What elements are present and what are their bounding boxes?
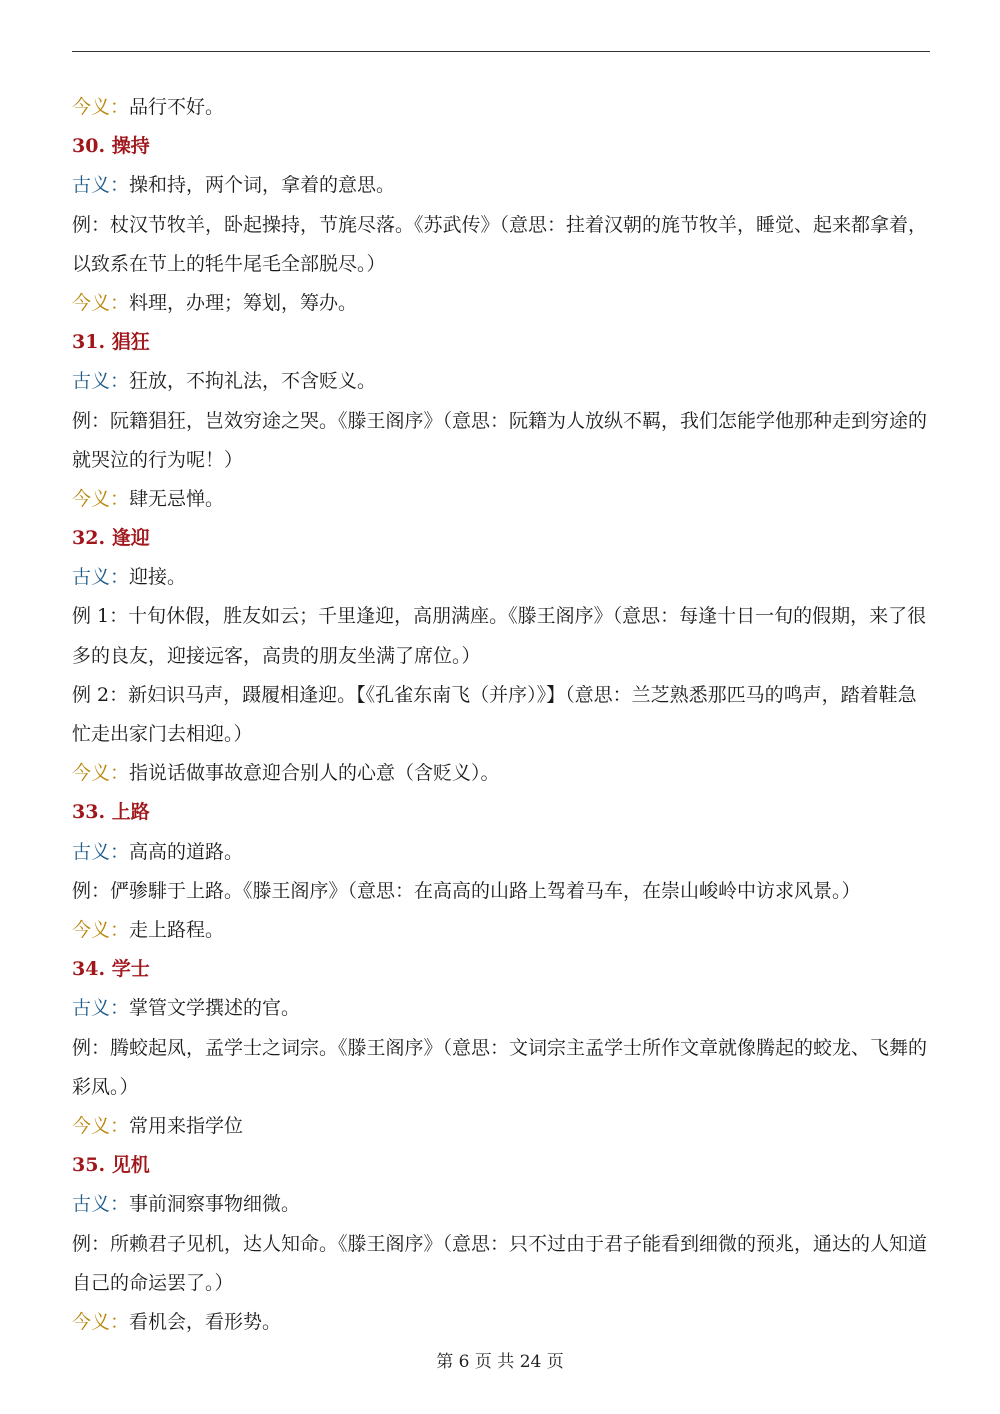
guyi-label: 古义： bbox=[72, 370, 130, 393]
example-text: 杖汉节牧羊，卧起操持，节旄尽落。《苏武传》（意思：拄着汉朝的旄节牧羊，睡觉、起来都拿着，以致系在节上的牦牛尾毛全部脱尽。） bbox=[72, 213, 928, 275]
jinyi-label: 今义： bbox=[72, 1114, 130, 1137]
example-text: 腾蛟起凤，孟学士之词宗。《滕王阁序》（意思：文词宗主孟学士所作文章就像腾起的蛟龙、飞舞的彩凤。） bbox=[72, 1036, 928, 1098]
entry-heading bbox=[72, 793, 930, 832]
jinyi-label: 今义： bbox=[72, 487, 130, 510]
example-line bbox=[72, 206, 930, 284]
entry-term: 操持 bbox=[111, 135, 150, 158]
example-line bbox=[72, 872, 930, 911]
entry-term: 上路 bbox=[111, 801, 150, 824]
jinyi-line bbox=[72, 88, 930, 127]
entry-term: 见机 bbox=[111, 1154, 150, 1177]
guyi-text: 迎接。 bbox=[129, 566, 187, 589]
jinyi-text: 指说话做事故意迎合别人的心意（含贬义）。 bbox=[129, 762, 500, 785]
entry-heading bbox=[72, 127, 930, 166]
guyi-text: 掌管文学撰述的官。 bbox=[129, 997, 301, 1020]
entry-number: 31. bbox=[72, 331, 106, 354]
guyi-label: 古义： bbox=[72, 997, 130, 1020]
jinyi-line bbox=[72, 1107, 930, 1146]
entry-term: 逢迎 bbox=[111, 527, 150, 550]
jinyi-label: 今义： bbox=[72, 762, 130, 785]
guyi-label: 古义： bbox=[72, 1193, 130, 1216]
jinyi-line bbox=[72, 754, 930, 793]
example-line bbox=[72, 402, 930, 480]
entry-heading bbox=[72, 519, 930, 558]
entry-number: 33. bbox=[72, 801, 106, 824]
guyi-line bbox=[72, 1185, 930, 1224]
guyi-text: 狂放，不拘礼法，不含贬义。 bbox=[129, 370, 377, 393]
entry-number: 30. bbox=[72, 135, 106, 158]
jinyi-label: 今义： bbox=[72, 96, 130, 118]
example-line bbox=[72, 676, 930, 754]
document-body bbox=[72, 88, 930, 1342]
jinyi-text: 常用来指学位 bbox=[129, 1114, 244, 1137]
example-line bbox=[72, 1029, 930, 1107]
example-text: 新妇识马声，蹑履相逢迎。【《孔雀东南飞（并序）》】（意思：兰芝熟悉那匹马的鸣声，踏着鞋急忙走出家门去相迎。） bbox=[72, 683, 917, 746]
guyi-line bbox=[72, 166, 930, 205]
entry-heading bbox=[72, 950, 930, 989]
jinyi-text: 肆无忌惮。 bbox=[129, 487, 225, 510]
example-text: 俨骖騑于上路。《滕王阁序》（意思：在高高的山路上驾着马车，在崇山峻岭中访求风景。） bbox=[110, 879, 861, 902]
example-label: 例 1： bbox=[72, 605, 129, 628]
jinyi-line bbox=[72, 911, 930, 950]
entry-heading bbox=[72, 323, 930, 362]
guyi-line bbox=[72, 362, 930, 401]
example-label: 例： bbox=[72, 879, 111, 902]
page-footer: 第 6 页 共 24 页 bbox=[436, 1352, 564, 1372]
entry-term: 学士 bbox=[111, 958, 150, 981]
entry-term: 猖狂 bbox=[111, 331, 150, 354]
guyi-text: 高高的道路。 bbox=[129, 840, 244, 863]
guyi-label: 古义： bbox=[72, 174, 130, 197]
jinyi-line bbox=[72, 284, 930, 323]
example-label: 例： bbox=[72, 213, 111, 236]
entry-number: 35. bbox=[72, 1154, 106, 1177]
entry-heading bbox=[72, 1146, 930, 1185]
jinyi-label: 今义： bbox=[72, 291, 130, 314]
jinyi-label: 今义： bbox=[72, 919, 130, 941]
jinyi-text: 走上路程。 bbox=[129, 919, 225, 941]
example-line bbox=[72, 597, 930, 675]
example-label: 例 2： bbox=[72, 683, 129, 706]
guyi-label: 古义： bbox=[72, 566, 130, 589]
entry-number: 32. bbox=[72, 527, 106, 550]
example-label: 例： bbox=[72, 1232, 111, 1255]
example-text: 十旬休假，胜友如云；千里逢迎，高朋满座。《滕王阁序》（意思：每逢十日一旬的假期，来了很多的良友，迎接远客，高贵的朋友坐满了席位。） bbox=[72, 605, 927, 667]
jinyi-text: 品行不好。 bbox=[129, 96, 225, 118]
example-label: 例： bbox=[72, 409, 111, 432]
example-line bbox=[72, 1225, 930, 1303]
guyi-line bbox=[72, 989, 930, 1028]
jinyi-line bbox=[72, 1303, 930, 1342]
example-text: 所赖君子见机，达人知命。《滕王阁序》（意思：只不过由于君子能看到细微的预兆，通达的人知道自己的命运罢了。） bbox=[72, 1232, 928, 1294]
jinyi-line bbox=[72, 480, 930, 519]
jinyi-text: 料理，办理；筹划，筹办。 bbox=[129, 291, 358, 314]
example-text: 阮籍猖狂，岂效穷途之哭。《滕王阁序》（意思：阮籍为人放纵不羁，我们怎能学他那种走到穷途的就哭泣的行为呢！） bbox=[72, 409, 928, 471]
header-rule bbox=[72, 51, 930, 52]
guyi-line bbox=[72, 833, 930, 872]
guyi-text: 事前洞察事物细微。 bbox=[129, 1193, 301, 1216]
guyi-text: 操和持，两个词，拿着的意思。 bbox=[129, 174, 396, 197]
guyi-line bbox=[72, 558, 930, 597]
jinyi-label: 今义： bbox=[72, 1310, 130, 1333]
entry-number: 34. bbox=[72, 958, 106, 981]
guyi-label: 古义： bbox=[72, 840, 130, 863]
example-label: 例： bbox=[72, 1036, 111, 1059]
jinyi-text: 看机会，看形势。 bbox=[129, 1310, 282, 1333]
